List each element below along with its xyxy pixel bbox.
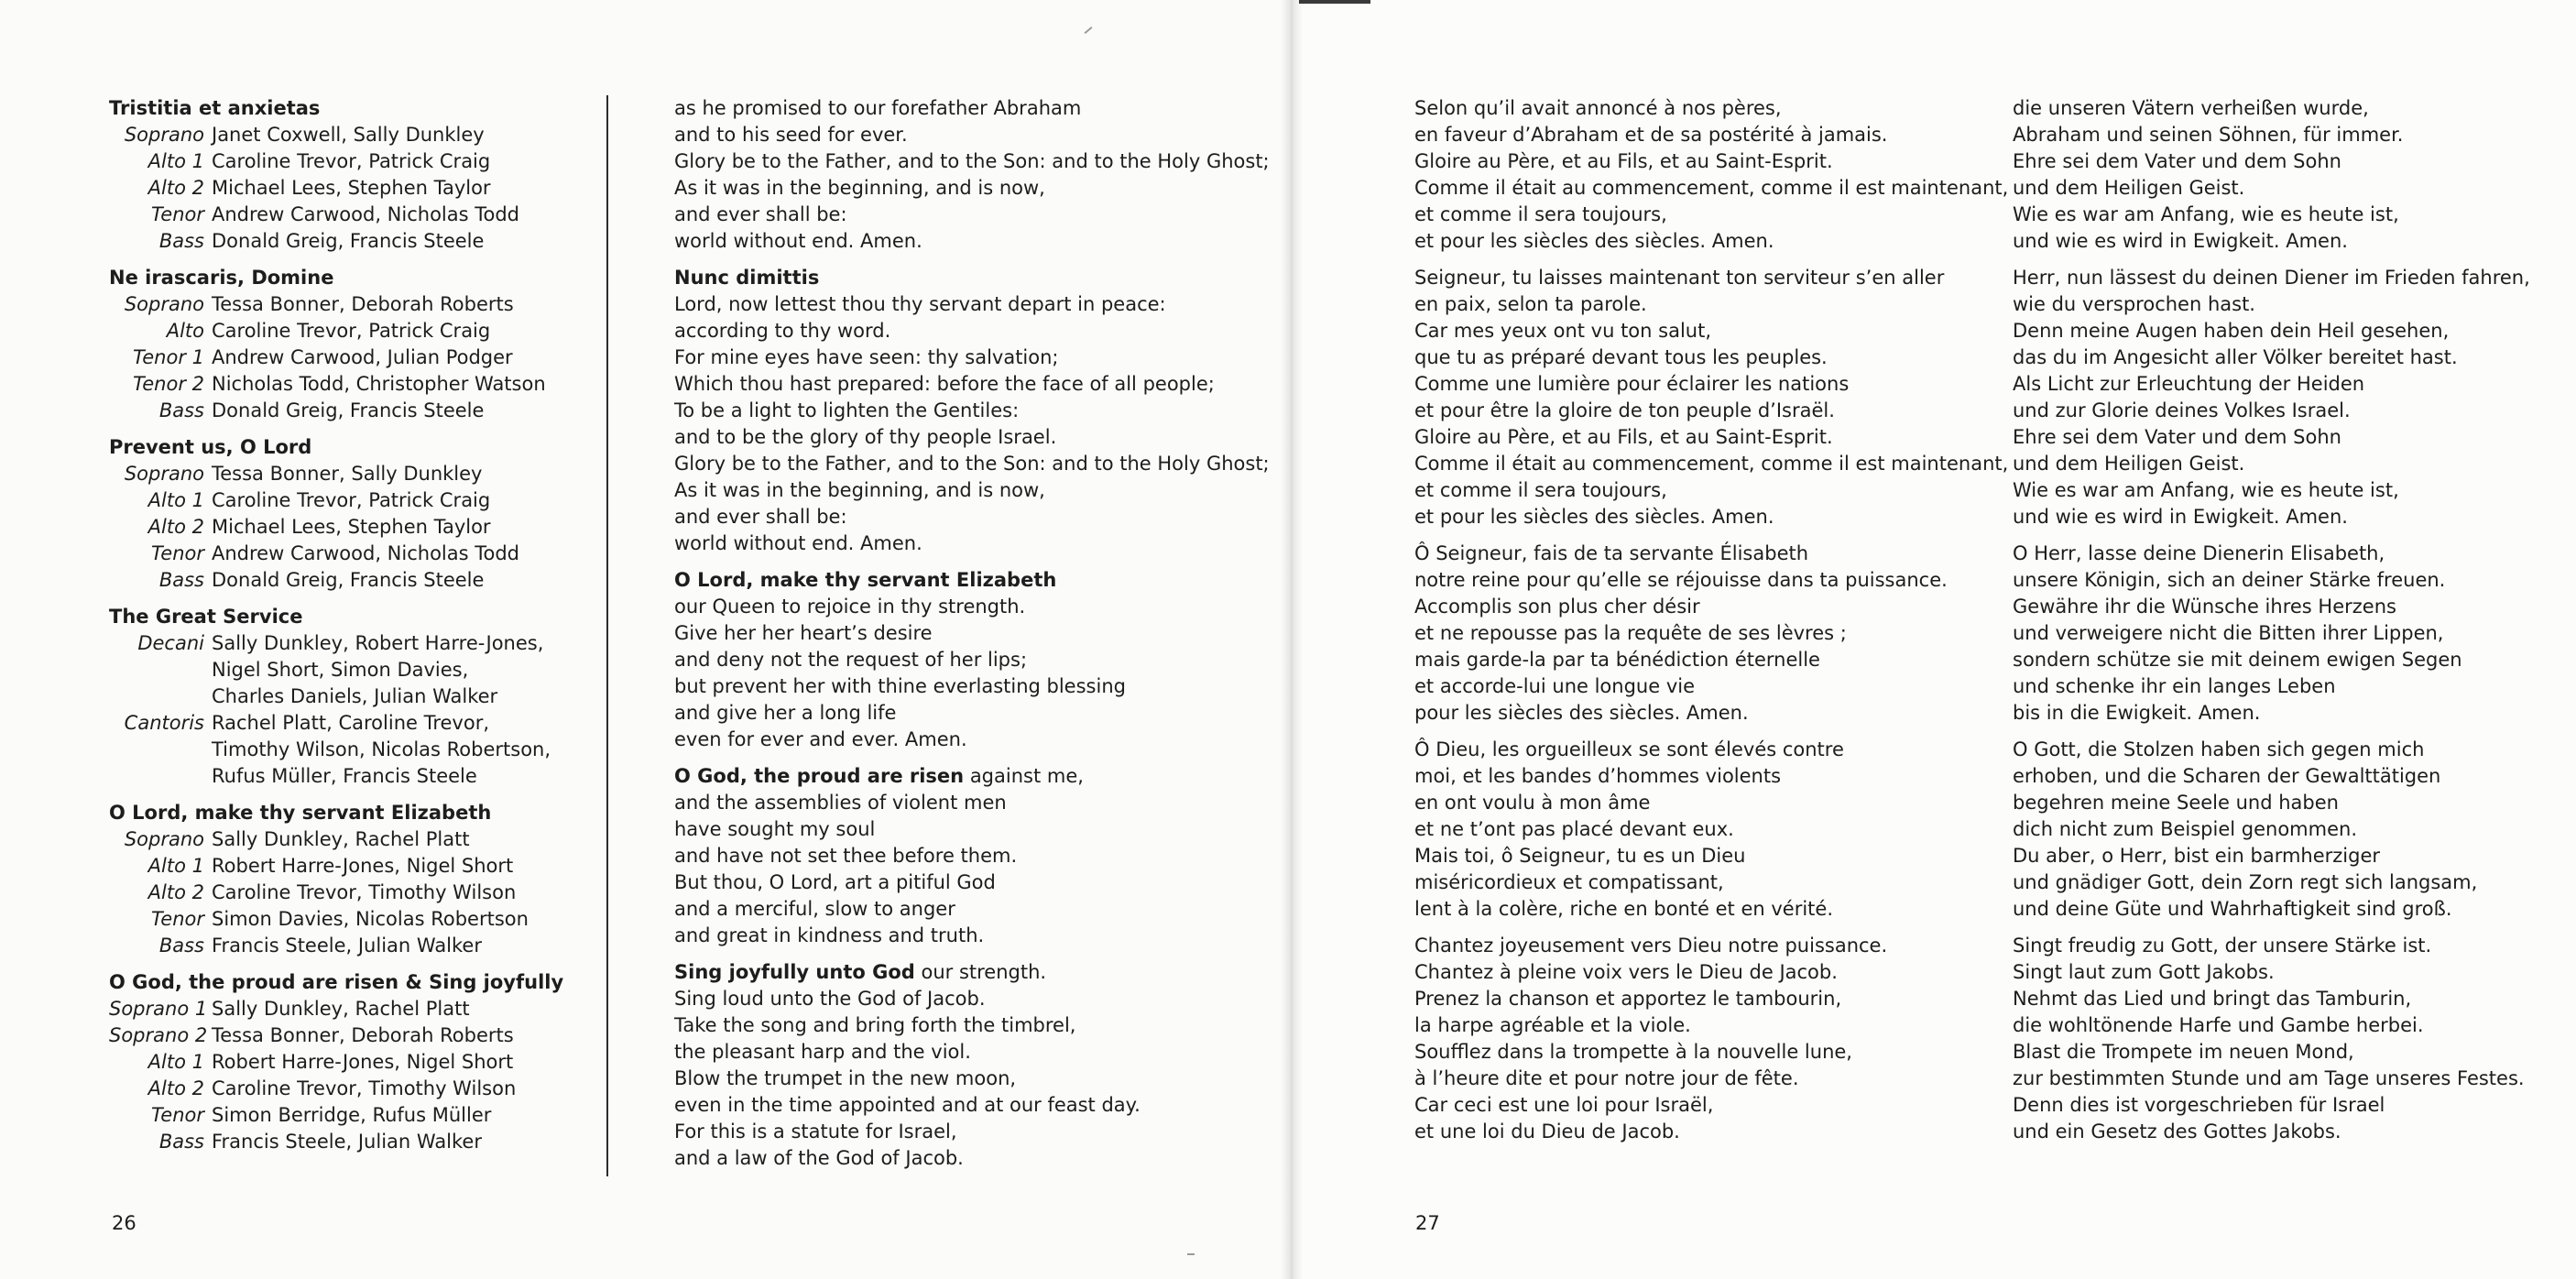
french-verse-line: et comme il sera toujours, (1414, 203, 1667, 225)
credit-row (109, 291, 563, 318)
french-verse-line: mais garde-la par ta bénédiction éternelle (1414, 649, 1820, 671)
credit-row (109, 1022, 563, 1049)
credit-row (109, 398, 563, 424)
performer-names: Francis Steele, Julian Walker (212, 935, 482, 957)
performer-role: Tenor 1 (133, 346, 204, 368)
credit-row (109, 1049, 563, 1076)
verse-line: and a merciful, slow to anger (674, 898, 955, 920)
block-gap (109, 790, 563, 800)
performer-role: Bass (158, 230, 204, 252)
performer-role: Alto 2 (147, 177, 204, 199)
german-verse-line: sondern schütze sie mit deinem ewigen Segen (2013, 649, 2462, 671)
credit-roster (109, 122, 563, 255)
french-verse-line: Comme une lumière pour éclairer les nations (1414, 373, 1850, 395)
credit-row (109, 461, 563, 487)
block-gap (1414, 727, 2008, 737)
verse-line: and to his seed for ever. (674, 124, 908, 146)
french-verse-line: Seigneur, tu laisses maintenant ton serviteur s’en aller (1414, 267, 1945, 289)
credit-row (109, 630, 563, 657)
german-verse-line: und schenke ihr ein langes Leben (2013, 675, 2336, 697)
french-verse-line: et pour les siècles des siècles. Amen. (1414, 230, 1774, 252)
performer-credits-column (109, 95, 563, 1155)
verse-line: Sing loud unto the God of Jacob. (674, 988, 986, 1010)
performer-names: Caroline Trevor, Patrick Craig (212, 150, 491, 172)
block-gap (109, 255, 563, 265)
credit-section-title: O God, the proud are risen & Sing joyfully (109, 971, 564, 993)
performer-role: Soprano 1 (109, 998, 208, 1020)
verse-line: Give her her heart’s desire (674, 622, 933, 644)
performer-role: Soprano (124, 124, 204, 146)
german-verse-line: bis in die Ewigkeit. Amen. (2013, 702, 2261, 724)
performer-names: Francis Steele, Julian Walker (212, 1131, 482, 1153)
german-verse-line: Ehre sei dem Vater und dem Sohn (2013, 150, 2341, 172)
block-gap (2013, 727, 2530, 737)
performer-names: Nicholas Todd, Christopher Watson (212, 373, 546, 395)
verse-line: Glory be to the Father, and to the Son: and to the Holy Ghost; (674, 150, 1270, 172)
french-verse-line: en ont voulu à mon âme (1414, 792, 1651, 814)
german-text-column (2013, 95, 2530, 1145)
german-verse-line: Du aber, o Herr, bist ein barmherziger (2013, 845, 2381, 867)
credit-row (109, 996, 563, 1022)
performer-role: Tenor (151, 908, 204, 930)
credit-row (109, 318, 563, 344)
french-verse-line: Mais toi, ô Seigneur, tu es un Dieu (1414, 845, 1746, 867)
verse-line: the pleasant harp and the viol. (674, 1041, 971, 1063)
performer-role: Alto 1 (147, 855, 204, 877)
credit-roster (109, 996, 563, 1155)
credit-row (109, 710, 563, 737)
verse-heading-line (674, 763, 1270, 790)
german-verse-line: Wie es war am Anfang, wie es heute ist, (2013, 203, 2399, 225)
credit-row (109, 763, 563, 790)
performer-names: Simon Davies, Nicolas Robertson (212, 908, 529, 930)
credit-row (109, 567, 563, 594)
performer-names: Andrew Carwood, Julian Podger (212, 346, 513, 368)
french-verse-line: la harpe agréable et la viole. (1414, 1014, 1691, 1036)
german-verse-line: und dem Heiligen Geist. (2013, 453, 2245, 475)
performer-names: Rufus Müller, Francis Steele (212, 765, 477, 787)
german-verse-line: dich nicht zum Beispiel genommen. (2013, 818, 2357, 840)
block-gap (1414, 923, 2008, 933)
performer-role: Alto 2 (147, 881, 204, 903)
german-verse-line: die wohltönende Harfe und Gambe herbei. (2013, 1014, 2424, 1036)
performer-names: Andrew Carwood, Nicholas Todd (212, 542, 519, 564)
performer-names: Rachel Platt, Caroline Trevor, (212, 712, 490, 734)
verse-line: as he promised to our forefather Abraham (674, 97, 1082, 119)
french-verse-line: lent à la colère, riche en bonté et en vérité. (1414, 898, 1834, 920)
french-verse-line: Chantez à pleine voix vers le Dieu de Jacob. (1414, 961, 1838, 983)
block-gap (1414, 255, 2008, 265)
french-verse-line: Chantez joyeusement vers Dieu notre puissance. (1414, 935, 1888, 957)
verse-line: Which thou hast prepared: before the face of all people; (674, 373, 1215, 395)
performer-role: Tenor (151, 203, 204, 225)
german-verse-line: Nehmt das Lied und bringt das Tamburin, (2013, 988, 2412, 1010)
german-verse-line: und dem Heiligen Geist. (2013, 177, 2245, 199)
french-verse-line: notre reine pour qu’elle se réjouisse dans ta puissance. (1414, 569, 1948, 591)
credit-row (109, 906, 563, 933)
french-verse-line: Ô Dieu, les orgueilleux se sont élevés contre (1414, 738, 1844, 760)
credit-row (109, 122, 563, 148)
performer-role: Alto 2 (147, 1077, 204, 1099)
french-verse-line: et une loi du Dieu de Jacob. (1414, 1120, 1680, 1142)
french-verse-line: à l’heure dite et pour notre jour de fête. (1414, 1067, 1799, 1089)
block-gap (109, 594, 563, 604)
verse-line: Take the song and bring forth the timbrel, (674, 1014, 1076, 1036)
verse-line: and ever shall be: (674, 203, 847, 225)
credit-row (109, 487, 563, 514)
performer-names: Simon Berridge, Rufus Müller (212, 1104, 492, 1126)
german-verse-line: Gewähre ihr die Wünsche ihres Herzens (2013, 596, 2396, 618)
german-verse-line: Denn meine Augen haben dein Heil gesehen, (2013, 320, 2450, 342)
verse-line: world without end. Amen. (674, 230, 922, 252)
credit-row (109, 1102, 563, 1129)
credit-row (109, 826, 563, 853)
column-divider (606, 95, 608, 1176)
french-verse-line: et pour être la gloire de ton peuple d’Israël. (1414, 399, 1835, 421)
performer-names: Donald Greig, Francis Steele (212, 399, 485, 421)
german-verse-line: und ein Gesetz des Gottes Jakobs. (2013, 1120, 2341, 1142)
verse-line: our Queen to rejoice in thy strength. (674, 596, 1026, 618)
performer-role: Decani (137, 632, 204, 654)
credit-roster (109, 461, 563, 594)
english-text-column (674, 95, 1270, 1172)
verse-line: As it was in the beginning, and is now, (674, 479, 1045, 501)
verse-heading: O God, the proud are risen (674, 765, 965, 787)
verse-heading: Nunc dimittis (674, 267, 820, 289)
german-verse-line: Denn dies ist vorgeschrieben für Israel (2013, 1094, 2385, 1116)
verse-line: have sought my soul (674, 818, 876, 840)
verse-line: according to thy word. (674, 320, 891, 342)
french-verse-line: Gloire au Père, et au Fils, et au Saint-Esprit. (1414, 150, 1833, 172)
performer-names: Sally Dunkley, Rachel Platt (212, 998, 470, 1020)
credit-section-title: O Lord, make thy servant Elizabeth (109, 802, 492, 824)
performer-role: Tenor (151, 542, 204, 564)
page-number-right: 27 (1415, 1212, 1440, 1234)
performer-role: Soprano (124, 293, 204, 315)
credit-section-title: The Great Service (109, 606, 303, 628)
german-verse-line: und gnädiger Gott, dein Zorn regt sich langsam, (2013, 871, 2478, 893)
verse-line: even in the time appointed and at our feast day. (674, 1094, 1141, 1116)
performer-role: Tenor (151, 1104, 204, 1126)
performer-role: Bass (158, 399, 204, 421)
block-gap (2013, 255, 2530, 265)
french-verse-line: Comme il était au commencement, comme il est maintenant, (1414, 453, 2009, 475)
french-verse-line: Prenez la chanson et apportez le tambourin, (1414, 988, 1842, 1010)
verse-line: even for ever and ever. Amen. (674, 728, 967, 750)
verse-heading-rest: our strength. (914, 961, 1047, 983)
performer-names: Caroline Trevor, Patrick Craig (212, 320, 491, 342)
verse-line: But thou, O Lord, art a pitiful God (674, 871, 996, 893)
performer-names: Charles Daniels, Julian Walker (212, 685, 498, 707)
french-verse-line: Gloire au Père, et au Fils, et au Saint-Esprit. (1414, 426, 1833, 448)
performer-names: Michael Lees, Stephen Taylor (212, 516, 491, 538)
french-verse-line: et pour les siècles des siècles. Amen. (1414, 506, 1774, 528)
verse-line: Lord, now lettest thou thy servant depart in peace: (674, 293, 1166, 315)
credit-row (109, 853, 563, 880)
performer-names: Robert Harre-Jones, Nigel Short (212, 1051, 514, 1073)
credit-section-title: Prevent us, O Lord (109, 436, 312, 458)
performer-role: Bass (158, 1131, 204, 1153)
credit-roster (109, 630, 563, 790)
german-verse-line: und zur Glorie deines Volkes Israel. (2013, 399, 2351, 421)
performer-names: Sally Dunkley, Rachel Platt (212, 828, 470, 850)
german-verse-line: Singt laut zum Gott Jakobs. (2013, 961, 2275, 983)
german-verse-line: Ehre sei dem Vater und dem Sohn (2013, 426, 2341, 448)
performer-names: Nigel Short, Simon Davies, (212, 659, 469, 681)
block-gap (2013, 923, 2530, 933)
credit-row (109, 148, 563, 175)
performer-names: Tessa Bonner, Deborah Roberts (212, 1024, 514, 1046)
block-gap (674, 949, 1270, 959)
german-verse-line: Singt freudig zu Gott, der unsere Stärke ist. (2013, 935, 2432, 957)
credit-row (109, 514, 563, 541)
french-verse-line: en faveur d’Abraham et de sa postérité à jamais. (1414, 124, 1888, 146)
performer-names: Janet Coxwell, Sally Dunkley (212, 124, 485, 146)
verse-line: but prevent her with thine everlasting blessing (674, 675, 1126, 697)
german-verse-line: zur bestimmten Stunde und am Tage unseres Festes. (2013, 1067, 2525, 1089)
performer-role: Cantoris (124, 712, 204, 734)
german-verse-line: Blast die Trompete im neuen Mond, (2013, 1041, 2354, 1063)
german-verse-line: O Gott, die Stolzen haben sich gegen mich (2013, 738, 2425, 760)
verse-line: and ever shall be: (674, 506, 847, 528)
performer-role: Tenor 2 (133, 373, 204, 395)
german-verse-line: und wie es wird in Ewigkeit. Amen. (2013, 230, 2348, 252)
french-verse-line: Accomplis son plus cher désir (1414, 596, 1700, 618)
credit-roster (109, 826, 563, 959)
performer-role: Bass (158, 569, 204, 591)
performer-names: Sally Dunkley, Robert Harre-Jones, (212, 632, 544, 654)
french-verse-line: en paix, selon ta parole. (1414, 293, 1647, 315)
german-verse-line: unsere Königin, sich an deiner Stärke freuen. (2013, 569, 2446, 591)
performer-names: Andrew Carwood, Nicholas Todd (212, 203, 519, 225)
credit-section-title: Tristitia et anxietas (109, 97, 321, 119)
block-gap (2013, 530, 2530, 541)
performer-role: Soprano (124, 463, 204, 485)
german-verse-line: und verweigere nicht die Bitten ihrer Lippen, (2013, 622, 2444, 644)
german-verse-line: begehren meine Seele und haben (2013, 792, 2339, 814)
credit-row (109, 541, 563, 567)
performer-role: Soprano 2 (109, 1024, 208, 1046)
german-verse-line: erhoben, und die Scharen der Gewalttätigen (2013, 765, 2441, 787)
scan-speck (1187, 1253, 1195, 1255)
credit-row (109, 683, 563, 710)
credit-section-title: Ne irascaris, Domine (109, 267, 334, 289)
french-verse-line: Selon qu’il avait annoncé à nos pères, (1414, 97, 1782, 119)
performer-role: Bass (158, 935, 204, 957)
french-verse-line: et accorde-lui une longue vie (1414, 675, 1696, 697)
credit-roster (109, 291, 563, 424)
block-gap (674, 753, 1270, 763)
performer-role: Alto (166, 320, 204, 342)
french-verse-line: Ô Seigneur, fais de ta servante Élisabeth (1414, 542, 1809, 564)
block-gap (674, 255, 1270, 265)
credit-row (109, 175, 563, 202)
verse-line: and deny not the request of her lips; (674, 649, 1028, 671)
german-verse-line: Wie es war am Anfang, wie es heute ist, (2013, 479, 2399, 501)
verse-line: Blow the trumpet in the new moon, (674, 1067, 1017, 1089)
french-verse-line: que tu as préparé devant tous les peuples. (1414, 346, 1828, 368)
performer-role: Alto 2 (147, 516, 204, 538)
french-verse-line: et ne repousse pas la requête de ses lèvres ; (1414, 622, 1847, 644)
german-verse-line: Herr, nun lässest du deinen Diener im Frieden fahren, (2013, 267, 2530, 289)
french-verse-line: Soufflez dans la trompette à la nouvelle lune, (1414, 1041, 1852, 1063)
french-verse-line: et ne t’ont pas placé devant eux. (1414, 818, 1734, 840)
credit-row (109, 344, 563, 371)
german-verse-line: und deine Güte und Wahrhaftigkeit sind groß. (2013, 898, 2452, 920)
verse-line: and a law of the God of Jacob. (674, 1147, 964, 1169)
page-number-left: 26 (112, 1212, 136, 1234)
block-gap (109, 959, 563, 969)
verse-line: world without end. Amen. (674, 532, 922, 554)
performer-names: Robert Harre-Jones, Nigel Short (212, 855, 514, 877)
performer-names: Caroline Trevor, Patrick Craig (212, 489, 491, 511)
performer-role: Alto 1 (147, 1051, 204, 1073)
verse-heading-rest: against me, (964, 765, 1084, 787)
performer-names: Tessa Bonner, Sally Dunkley (212, 463, 483, 485)
verse-line: Glory be to the Father, and to the Son: and to the Holy Ghost; (674, 453, 1270, 475)
german-verse-line: wie du versprochen hast. (2013, 293, 2255, 315)
performer-role: Soprano (124, 828, 204, 850)
performer-names: Donald Greig, Francis Steele (212, 569, 485, 591)
performer-names: Michael Lees, Stephen Taylor (212, 177, 491, 199)
performer-role: Alto 1 (147, 489, 204, 511)
german-verse-line: das du im Angesicht aller Völker bereitet hast. (2013, 346, 2458, 368)
verse-heading-line (674, 567, 1270, 594)
block-gap (1414, 530, 2008, 541)
credit-row (109, 1076, 563, 1102)
verse-line: For mine eyes have seen: thy salvation; (674, 346, 1059, 368)
verse-line: and to be the glory of thy people Israel. (674, 426, 1057, 448)
performer-role: Alto 1 (147, 150, 204, 172)
verse-line: and give her a long life (674, 702, 897, 724)
german-verse-line: O Herr, lasse deine Dienerin Elisabeth, (2013, 542, 2385, 564)
credit-row (109, 657, 563, 683)
french-verse-line: Comme il était au commencement, comme il est maintenant, (1414, 177, 2009, 199)
french-verse-line: et comme il sera toujours, (1414, 479, 1667, 501)
german-verse-line: Als Licht zur Erleuchtung der Heiden (2013, 373, 2365, 395)
french-verse-line: moi, et les bandes d’hommes violents (1414, 765, 1782, 787)
verse-line: and the assemblies of violent men (674, 792, 1007, 814)
verse-line: and have not set thee before them. (674, 845, 1018, 867)
german-verse-line: Abraham und seinen Söhnen, für immer. (2013, 124, 2404, 146)
verse-line: and great in kindness and truth. (674, 924, 985, 946)
verse-heading-line (674, 959, 1270, 986)
credit-row (109, 933, 563, 959)
verse-heading-line (674, 265, 1270, 291)
verse-heading: Sing joyfully unto God (674, 961, 915, 983)
french-verse-line: Car ceci est une loi pour Israël, (1414, 1094, 1714, 1116)
german-verse-line: und wie es wird in Ewigkeit. Amen. (2013, 506, 2348, 528)
block-gap (674, 557, 1270, 567)
verse-heading: O Lord, make thy servant Elizabeth (674, 569, 1057, 591)
french-verse-line: Car mes yeux ont vu ton salut, (1414, 320, 1712, 342)
block-gap (109, 424, 563, 434)
performer-names: Tessa Bonner, Deborah Roberts (212, 293, 514, 315)
french-verse-line: pour les siècles des siècles. Amen. (1414, 702, 1749, 724)
verse-line: For this is a statute for Israel, (674, 1120, 957, 1142)
credit-row (109, 880, 563, 906)
credit-row (109, 737, 563, 763)
credit-row (109, 1129, 563, 1155)
book-gutter (1281, 0, 1303, 1279)
performer-names: Caroline Trevor, Timothy Wilson (212, 881, 517, 903)
french-verse-line: miséricordieux et compatissant, (1414, 871, 1724, 893)
performer-names: Donald Greig, Francis Steele (212, 230, 485, 252)
performer-names: Caroline Trevor, Timothy Wilson (212, 1077, 517, 1099)
german-verse-line: die unseren Vätern verheißen wurde, (2013, 97, 2369, 119)
credit-row (109, 228, 563, 255)
performer-names: Timothy Wilson, Nicolas Robertson, (212, 738, 551, 760)
french-text-column (1414, 95, 2008, 1145)
verse-line: To be a light to lighten the Gentiles: (674, 399, 1020, 421)
verse-line: As it was in the beginning, and is now, (674, 177, 1045, 199)
top-edge-mark (1299, 0, 1370, 4)
credit-row (109, 371, 563, 398)
credit-row (109, 202, 563, 228)
